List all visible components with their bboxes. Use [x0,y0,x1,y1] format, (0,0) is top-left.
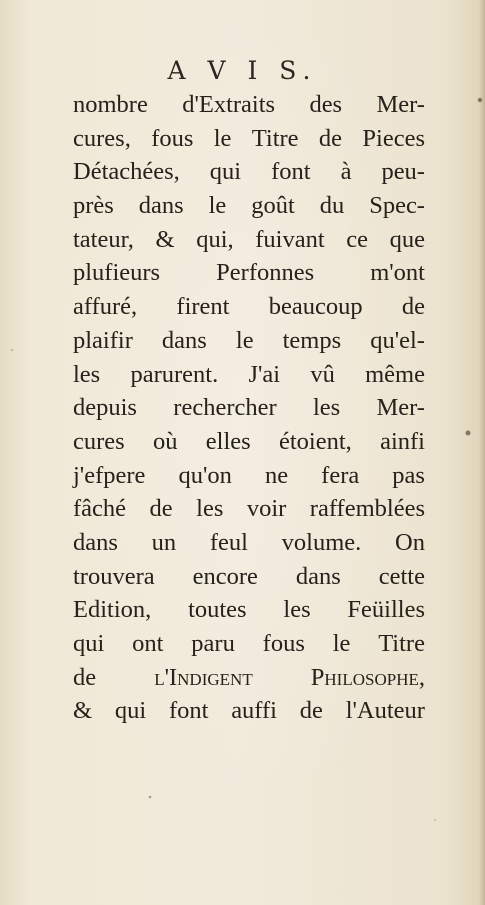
word: affuré, [73,293,138,321]
word: voir [246,495,287,523]
word: les [73,360,101,388]
word: d'Extraits [182,91,276,118]
word: les [283,596,311,624]
word: j'efpere [73,461,146,489]
word: le [213,124,232,152]
word: Philosophe, [310,663,425,691]
word: parurent. [130,360,219,388]
word: font [168,697,209,725]
word: toutes [188,596,247,624]
word: nombre [73,91,148,118]
word: volume. [281,528,362,556]
word: dans [73,528,118,556]
word: fâché [73,495,127,523]
word: que [389,225,425,253]
word: où [153,427,178,455]
word: depuis [73,394,137,422]
word: dans [138,192,184,220]
word: l'Auteur [345,697,425,725]
word: ne [264,461,289,489]
word: raffemblées [309,495,425,523]
word: qui [209,158,242,186]
word: fous [151,124,194,152]
word: auffi [231,697,277,725]
word: beaucoup [268,293,363,321]
word: même [365,360,425,388]
word: m'ont [370,259,425,287]
word: Détachées, [73,158,180,186]
word: Feüilles [347,596,425,624]
word: ce [346,225,369,253]
word: le [208,192,227,220]
word: peu- [381,158,425,186]
word: près [73,192,114,220]
word: goût [251,192,295,220]
word: plufieurs [73,259,161,287]
word: elles [205,427,251,455]
word: le [235,326,254,354]
word: du [319,192,345,220]
word: dans [161,326,207,354]
word: paru [191,630,235,657]
word: encore [192,562,258,590]
word: firent [176,293,230,321]
word: qu'el- [370,326,425,354]
word: font [271,158,311,186]
word: de [149,495,173,523]
word: de [401,293,425,321]
word: cures, [73,124,131,152]
word: un [151,528,177,556]
word: de [299,697,323,725]
word: cette [378,562,425,590]
word: Titre [378,630,425,657]
word: temps [282,326,342,354]
word: & [155,225,175,253]
word: Pieces [362,124,425,152]
word: fuivant [255,225,325,253]
word: J'ai [248,360,281,388]
word: fera [321,461,360,489]
word: plaifir [73,326,133,354]
word: Spec- [369,192,425,220]
word: ont [132,630,164,657]
word: qui [73,630,105,657]
word: feul [209,528,248,556]
word: Perfonnes [216,259,315,287]
word: de [318,124,343,152]
word: de [73,663,97,691]
word: l'Indigent [154,663,253,691]
word: le [332,630,351,657]
word: les [312,394,341,422]
word: qui, [196,225,234,253]
word: qui [114,697,147,725]
word: dans [295,562,341,590]
word: ainfi [380,427,425,455]
word: qu'on [178,461,232,489]
word: Mer- [376,394,425,422]
running-head: A V I S. [167,56,318,85]
word: tateur, [73,225,134,253]
word: On [395,528,425,556]
word: & [73,697,93,725]
word: Edition, [73,596,152,624]
word: étoient, [279,427,352,455]
word: Mer- [376,91,425,118]
word: vû [310,360,335,388]
word: fous [262,630,305,657]
word: Titre [251,124,299,152]
word: trouvera [73,562,155,590]
word: des [309,91,343,118]
word: les [196,495,224,523]
word: cures [73,427,125,455]
word: rechercher [173,394,277,422]
word: à [340,158,352,186]
word: pas [392,461,425,489]
